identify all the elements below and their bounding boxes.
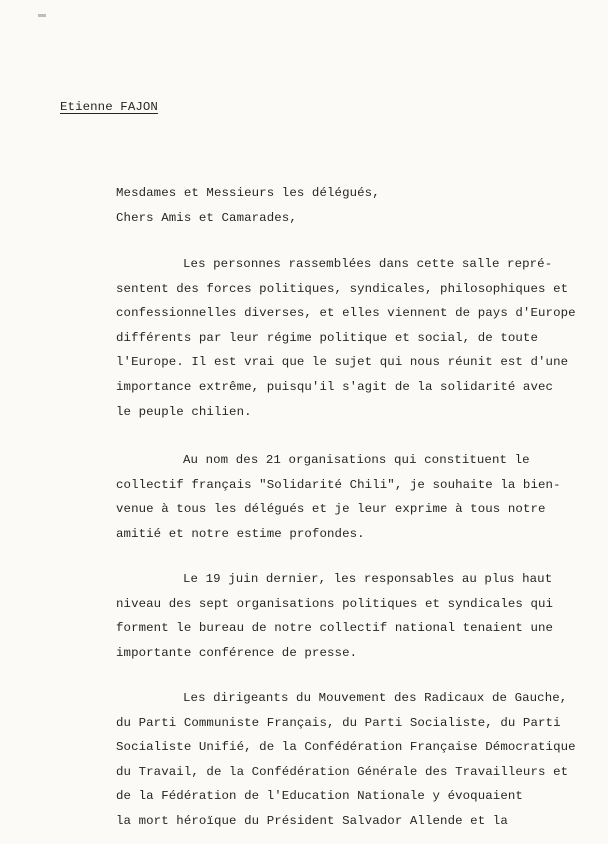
paragraph-line: venue à tous les délégués et je leur exprime à tous notre bbox=[116, 502, 546, 517]
paragraph-line: du Travail, de la Confédération Générale des Travailleurs et bbox=[116, 764, 569, 779]
salutation-line: Mesdames et Messieurs les délégués, bbox=[116, 186, 380, 200]
paragraph-line: l'Europe. Il est vrai que le sujet qui nous réunit est d'une bbox=[116, 355, 569, 370]
paragraph-line: la mort héroïque du Président Salvador Allende et la bbox=[116, 813, 508, 828]
paragraph-line: amitié et notre estime profondes. bbox=[116, 526, 365, 541]
paragraph-line: différents par leur régime politique et social, de toute bbox=[116, 330, 538, 345]
paragraph-line: de la Fédération de l'Education Nationale y évoquaient bbox=[116, 789, 523, 804]
paragraph-line: confessionnelles diverses, et elles viennent de pays d'Europe bbox=[116, 306, 576, 321]
salutation-line: Chers Amis et Camarades, bbox=[116, 210, 297, 225]
paragraph-line: le peuple chilien. bbox=[116, 404, 252, 419]
paragraph-line: forment le bureau de notre collectif national tenaient une bbox=[116, 621, 554, 636]
paragraph-line: Les personnes rassemblées dans cette salle repré- bbox=[183, 257, 553, 271]
paragraph-line: niveau des sept organisations politiques et syndicales qui bbox=[116, 596, 554, 611]
page-scan-mark bbox=[38, 14, 46, 17]
paragraph-line: Les dirigeants du Mouvement des Radicaux de Gauche, bbox=[183, 691, 568, 705]
author-name: Etienne FAJON bbox=[60, 100, 158, 114]
paragraph-1 bbox=[116, 252, 596, 424]
paragraph-line: sentent des forces politiques, syndicales, philosophiques et bbox=[116, 281, 569, 296]
paragraph-line: du Parti Communiste Français, du Parti Socialiste, du Parti bbox=[116, 715, 561, 730]
paragraph-line: Le 19 juin dernier, les responsables au plus haut bbox=[183, 572, 553, 586]
paragraph-4 bbox=[116, 686, 596, 834]
paragraph-line: importante conférence de presse. bbox=[116, 645, 358, 660]
paragraph-3 bbox=[116, 567, 596, 665]
paragraph-line: Au nom des 21 organisations qui constituent le bbox=[183, 453, 530, 467]
salutation bbox=[116, 181, 380, 230]
paragraph-line: collectif français "Solidarité Chili", je souhaite la bien- bbox=[116, 477, 561, 492]
paragraph-2 bbox=[116, 448, 596, 546]
paragraph-line: importance extrême, puisqu'il s'agit de la solidarité avec bbox=[116, 379, 554, 394]
paragraph-line: Socialiste Unifié, de la Confédération Française Démocratique bbox=[116, 740, 576, 755]
